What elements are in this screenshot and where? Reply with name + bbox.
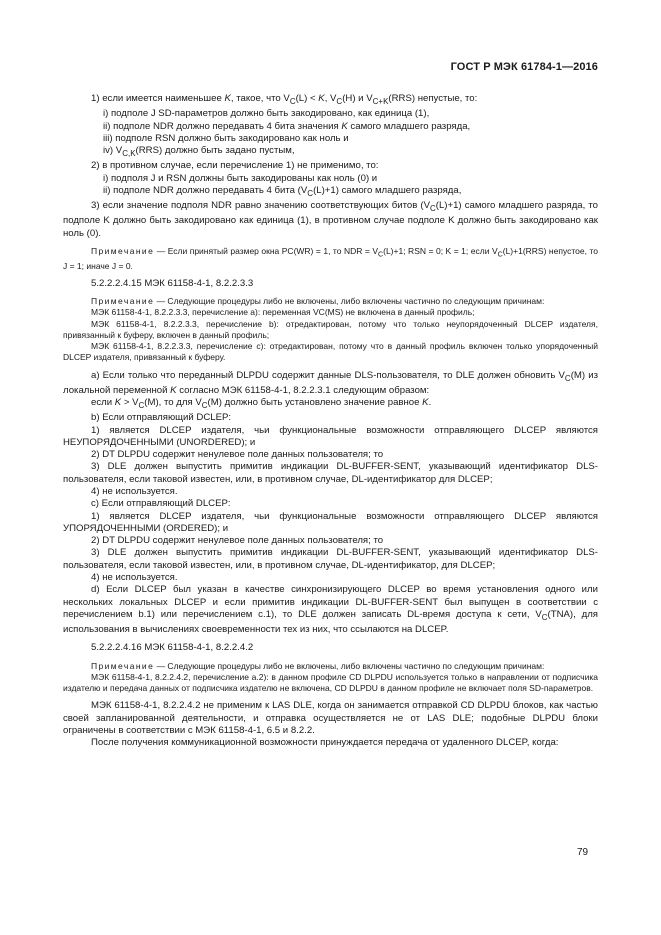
paragraph: 1) если имеется наименьшее K, такое, что $V_C(L) < K$, $V_C(H)$ и $V_{C+K}(RRS)$ непустые, то: xyxy=(91,93,478,106)
section-heading: 5.2.2.2.4.15 МЭК 61158-4-1, 8.2.2.3.3 xyxy=(91,277,254,289)
note: Примечание — Следующие процедуры либо не включены, либо включены частично по следующим причинам: xyxy=(91,660,545,671)
paragraph: d) Если DLCEP был указан в качестве синхронизирующего DLCEP во время установления одного или нескольких локальных DLCEP и если примитив индикации DL-BUFFER-SENT был выпущен в соответствии с перечислением b.1) или перечислением с.1), то DLE должен записать DL-время доступа к сети, $V_C(TNA)$, для использования в вычислениях своевременности тех из них, что ссылаются на DLCEP. xyxy=(63,584,598,636)
paragraph: b) Если отправляющий DCLEP: xyxy=(91,412,232,424)
paragraph: МЭК 61158-4-1, 8.2.2.4.2 не применим к LAS DLE, когда он занимается отправкой CD DLPDU блоков, как частью своей запланированной деятельности, и отправка осуществляется не от LAS DLE; подобные DLPDU блоки ограничены в соответствии с МЭК 61158-4-1, 6.5 и 8.2.2. xyxy=(63,700,598,736)
paragraph: i) подполе J SD-параметров должно быть закодировано, как единица (1), xyxy=(103,108,430,120)
note: Примечание — Если принятый размер окна PC(WR) = 1, то NDR = $V_C(L)+1$; RSN = 0; K = 1; если $V_C(L)+1(RRS)$ непустое, то J = 1; иначе J = 0. xyxy=(63,245,598,271)
paragraph: c) Если отправляющий DLCEP: xyxy=(91,498,231,510)
paragraph: ii) подполе NDR должно передавать 4 бита $(V_C(L)+1)$ самого младшего разряда, xyxy=(103,184,462,198)
paragraph: iv) $V_{C,K}(RRS)$ должно быть задано пустым, xyxy=(103,145,295,158)
paragraph: ii) подполе NDR должно передавать 4 бита значения K самого младшего разряда, xyxy=(103,120,471,132)
paragraph: 4) не используется. xyxy=(91,572,178,584)
paragraph: 2) в противном случае, если перечисление 1) не применимо, то: xyxy=(91,160,379,172)
page-header-title: ГОСТ Р МЭК 61784-1—2016 xyxy=(450,61,598,73)
note-label: Примечание xyxy=(91,245,155,256)
paragraph: 1) является DLCEP издателя, чьи функциональные возможности отправляющего DLCEP являются НЕУПОРЯДОЧЕННЫМИ (UNORDERED); и xyxy=(63,424,598,448)
note-item: МЭК 61158-4-1, 8.2.2.3.3, перечисление b): отредактирован, потому что только неупорядоченный DLCEP издателя, привязанный к буферу, включен в данный профиль; xyxy=(63,318,598,340)
paragraph: 2) DT DLPDU содержит ненулевое поле данных пользователя; то xyxy=(91,535,384,547)
paragraph: 3) DLE должен выпустить примитив индикации DL-BUFFER-SENT, указывающий идентификатор DLS-пользователя, если таковой известен, или, в противном случае, DL-идентификатор для DLCEP; xyxy=(63,461,598,485)
note-label: Примечание xyxy=(91,660,155,671)
note: Примечание — Следующие процедуры либо не включены, либо включены частично по следующим причинам: xyxy=(91,296,545,307)
paragraph: 2) DT DLPDU содержит ненулевое поле данных пользователя; то xyxy=(91,449,384,461)
paragraph: 1) является DLCEP издателя, чьи функциональные возможности отправляющего DLCEP являются УПОРЯДОЧЕННЫМИ (ORDERED); и xyxy=(63,510,598,534)
document-body xyxy=(63,93,598,750)
page-number: 79 xyxy=(577,847,589,858)
paragraph: 3) если значение подполя NDR равно значению соответствующих битов $(V_C(L)+1)$ самого младшего разряда, то подполе K должно быть закодировано как единица (1), в противном случае подполе K должно быть закодировано как ноль (0). xyxy=(63,200,598,239)
note-item: МЭК 61158-4-1, 8.2.2.3.3, перечисление с): отредактирован, потому что в данный профиль включен только упорядоченный DLCEP издателя, привязанный к буферу. xyxy=(63,341,598,363)
paragraph: 3) DLE должен выпустить примитив индикации DL-BUFFER-SENT, указывающий идентификатор DLS-пользователя, если таковой известен, или, в противном случае, DL-идентификатор, для DLCEP; xyxy=(63,547,598,571)
note-item: МЭК 61158-4-1, 8.2.2.3.3, перечисление а): переменная VC(MS) не включена в данный профиль; xyxy=(91,307,475,318)
paragraph: если $K > V_C(M)$, то для $V_C(M)$ должно быть установлено значение равное K. xyxy=(91,397,432,410)
paragraph: После получения коммуникационной возможности принуждается передача от удаленного DLCEP, когда: xyxy=(91,737,559,749)
paragraph: a) Если только что переданный DLPDU содержит данные DLS-пользователя, то DLE должен обновить $V_C(M)$ из локальной переменной K согласно МЭК 61158-4-1, 8.2.2.3.1 следующим образом: xyxy=(63,369,598,396)
note-label: Примечание xyxy=(91,296,155,307)
paragraph: i) подполя J и RSN должны быть закодированы как ноль (0) и xyxy=(103,172,378,184)
paragraph: 4) не используется. xyxy=(91,485,178,497)
section-heading: 5.2.2.2.4.16 МЭК 61158-4-1, 8.2.2.4.2 xyxy=(91,642,254,654)
paragraph: iii) подполе RSN должно быть закодировано как ноль и xyxy=(103,132,349,144)
note-item: МЭК 61158-4-1, 8.2.2.4.2, перечисление а.2): в данном профиле CD DLPDU используется только в направлении от подписчика издателю и передача данных от подписчика издателю не включена, CD DLPDU в данном профиле не включает поля SD-параметров. xyxy=(63,671,598,694)
